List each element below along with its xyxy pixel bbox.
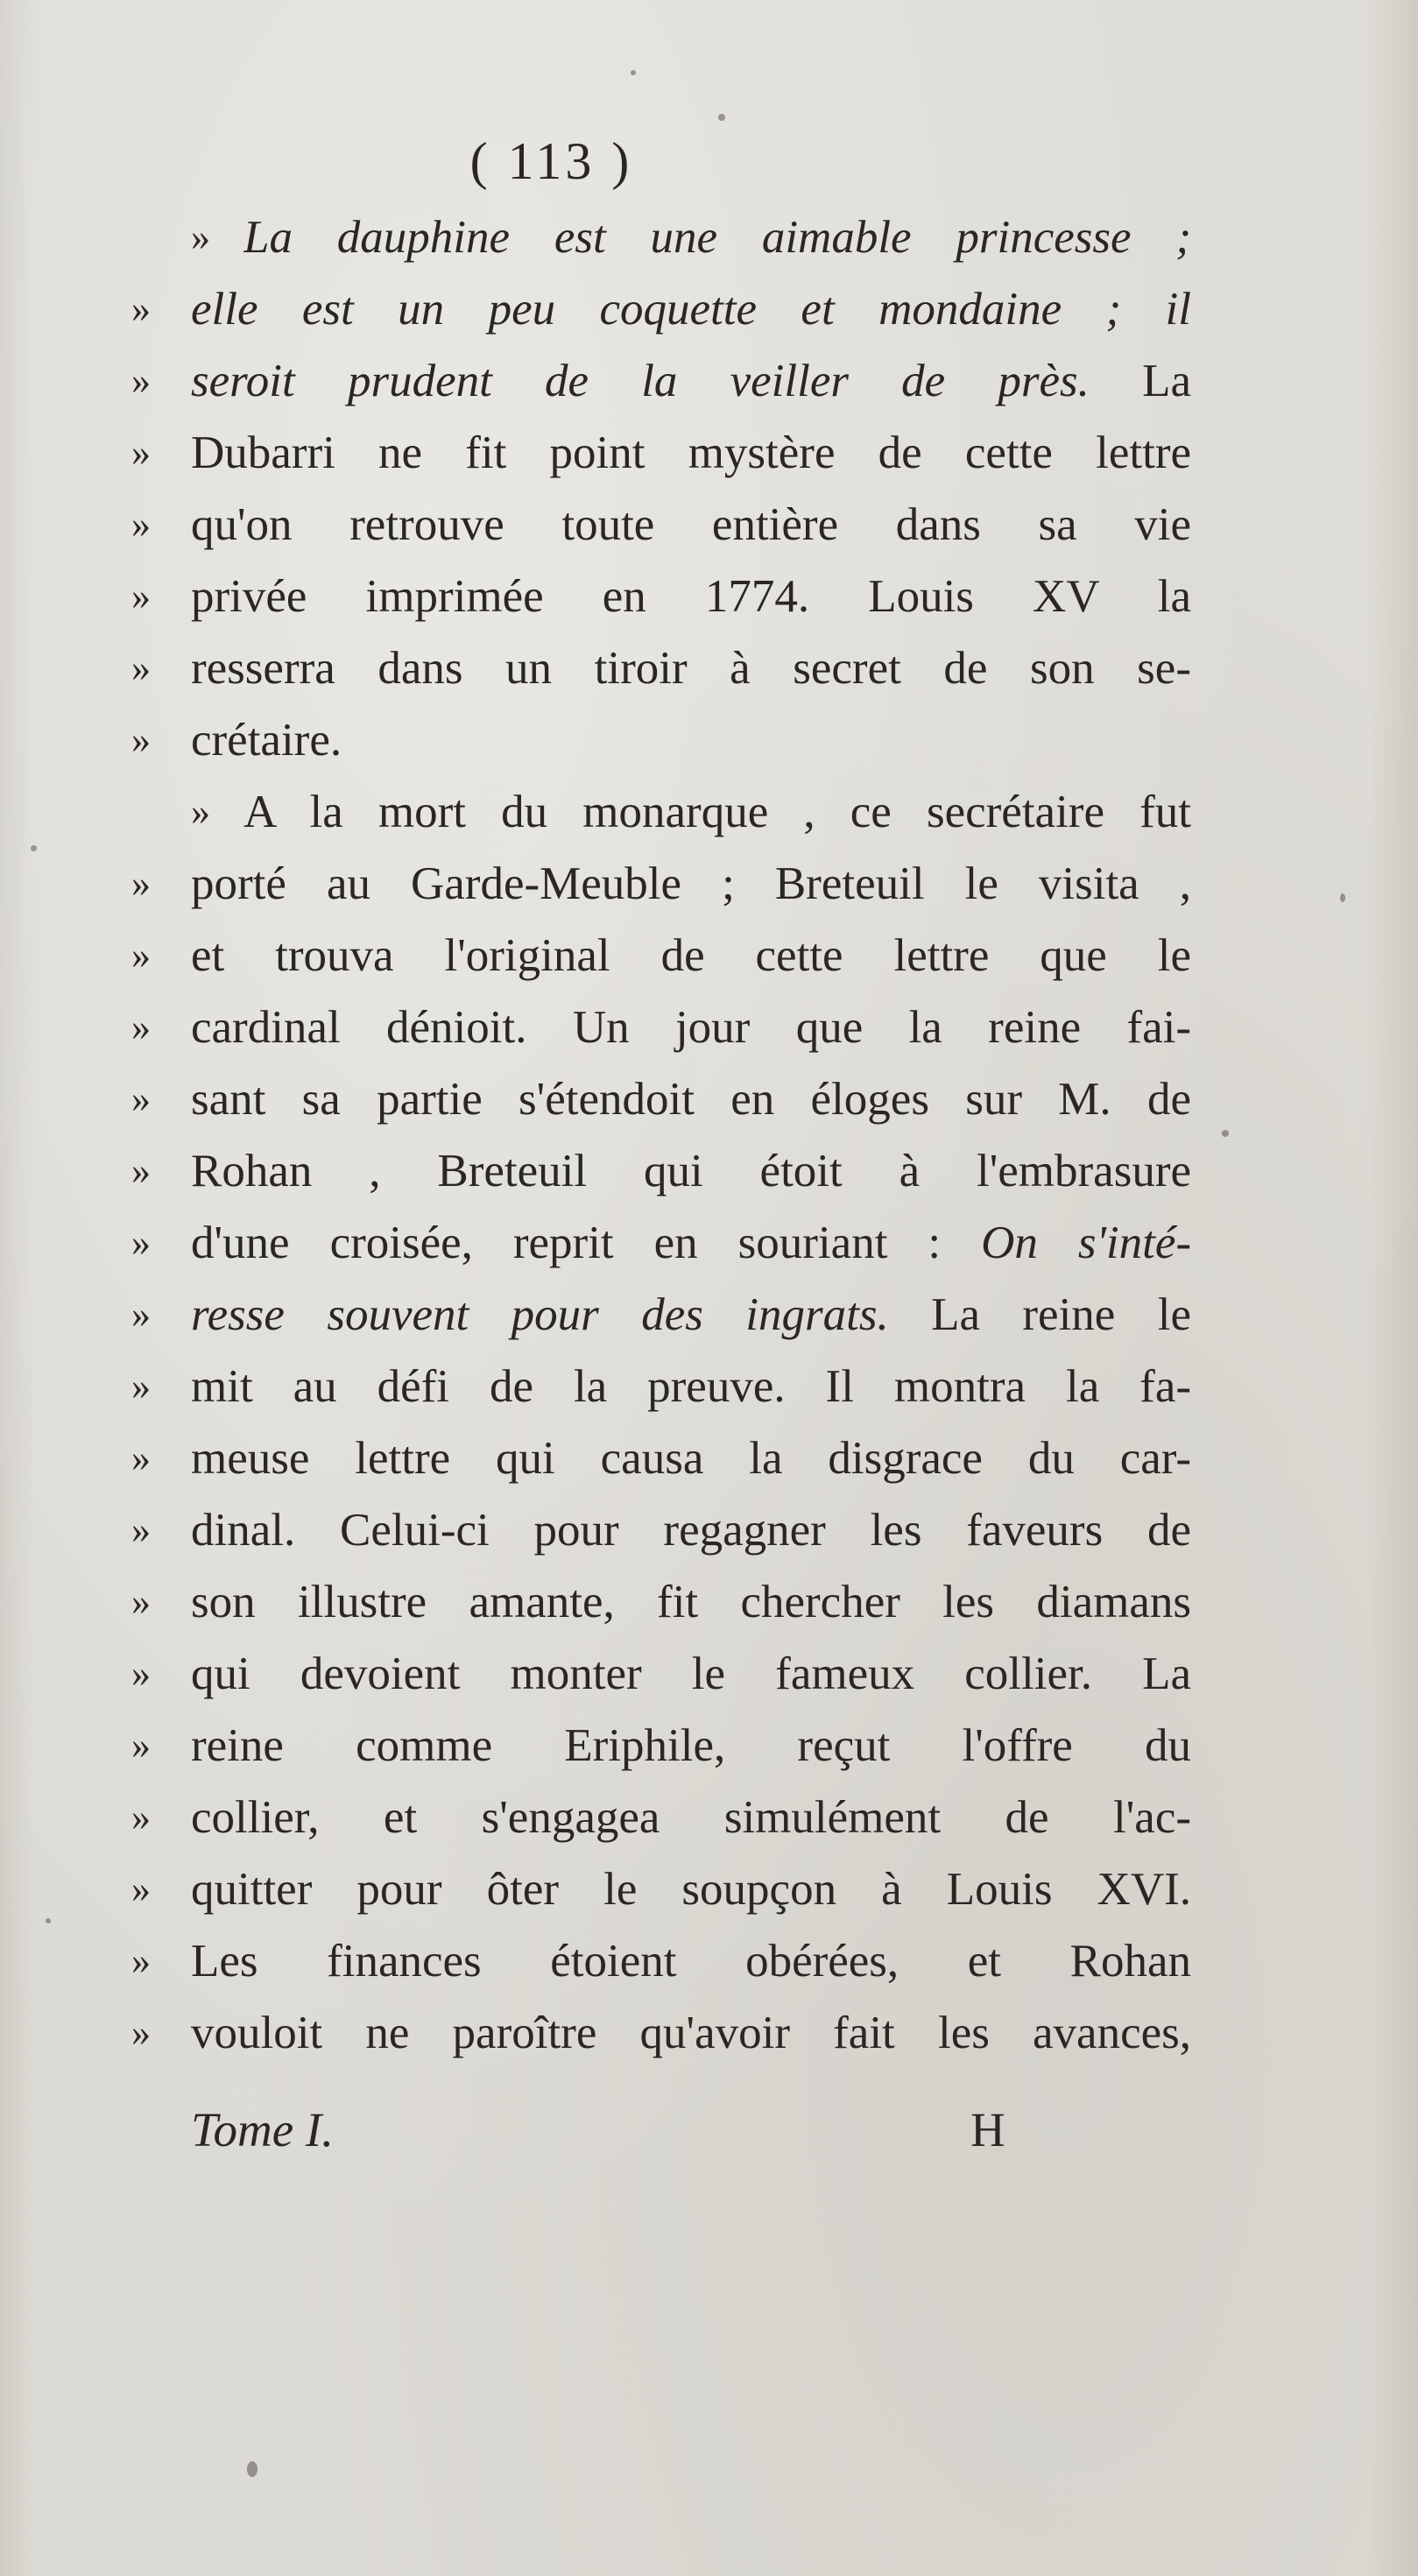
line-text (191, 345, 1191, 417)
line-text (191, 1351, 1191, 1422)
quote-mark: » (131, 575, 151, 618)
line-text (191, 632, 1191, 704)
quote-mark: » (131, 431, 151, 474)
line-text (191, 489, 1191, 561)
text-line (131, 273, 1191, 345)
text-line (131, 1925, 1191, 1997)
quote-mark: » (131, 646, 151, 689)
quote-mark: » (131, 1293, 151, 1336)
quote-mark: » (131, 1365, 151, 1408)
quote-mark: » (191, 790, 210, 833)
italic-segment: seroit prudent de la veiller de près. (191, 356, 1090, 406)
text-line (131, 1997, 1191, 2069)
line-text (243, 776, 1191, 848)
line-text (191, 1063, 1191, 1135)
quote-mark: » (131, 1724, 151, 1767)
text-line (131, 920, 1191, 992)
quote-mark: » (131, 1580, 151, 1623)
text-segment: resserra dans un tiroir à secret de son se- (191, 643, 1191, 694)
italic-segment: On s'inté- (981, 1217, 1191, 1268)
text-segment: crétaire. (191, 715, 342, 766)
text-line (131, 1638, 1191, 1710)
volume-label: Tome I. (191, 2103, 334, 2156)
text-line (131, 1351, 1191, 1422)
line-text (191, 1422, 1191, 1494)
text-line (131, 704, 1191, 776)
paper-speck (247, 2461, 257, 2477)
text-segment: meuse lettre qui causa la disgrace du car- (191, 1433, 1191, 1484)
quote-mark: » (131, 1508, 151, 1551)
paper-speck (1340, 893, 1345, 902)
signature-mark: H (970, 2103, 1005, 2156)
quote-mark: » (131, 1652, 151, 1695)
text-segment: son illustre amante, fit chercher les diamans (191, 1577, 1191, 1627)
italic-segment: La dauphine est une aimable princesse ; (243, 212, 1191, 263)
quote-mark: » (131, 287, 151, 330)
quote-mark: » (131, 862, 151, 905)
line-text (191, 1925, 1191, 1997)
text-line (131, 1207, 1191, 1279)
text-line (131, 1279, 1191, 1351)
line-text (191, 1494, 1191, 1566)
page-number: ( 113 ) (469, 132, 633, 190)
text-segment: collier, et s'engagea simulément de l'ac- (191, 1792, 1191, 1843)
paper-speck (631, 70, 636, 75)
paper-speck (718, 114, 725, 121)
quote-mark: » (131, 503, 151, 546)
text-line (131, 1135, 1191, 1207)
text-line (131, 1494, 1191, 1566)
quote-mark: » (131, 1006, 151, 1048)
quote-mark: » (131, 1221, 151, 1264)
text-segment: cardinal dénioit. Un jour que la reine fai- (191, 1002, 1191, 1053)
line-text (191, 273, 1191, 345)
line-text (191, 1853, 1191, 1925)
text-segment: Les finances étoient obérées, et Rohan (191, 1936, 1191, 1987)
text-segment: et trouva l'original de cette lettre que le (191, 930, 1191, 981)
text-segment: Dubarri ne fit point mystère de cette lettre (191, 427, 1191, 478)
text-segment: mit au défi de la preuve. Il montra la fa- (191, 1361, 1191, 1412)
quote-mark: » (131, 359, 151, 402)
text-line (131, 1422, 1191, 1494)
quote-mark: » (131, 934, 151, 977)
quote-mark: » (131, 1939, 151, 1982)
line-text (191, 920, 1191, 992)
text-segment: porté au Garde-Meuble ; Breteuil le visita , (191, 858, 1191, 909)
text-line (131, 1853, 1191, 1925)
line-text (191, 1997, 1191, 2069)
line-text (191, 1638, 1191, 1710)
quote-mark: » (131, 2011, 151, 2054)
text-line (131, 201, 1191, 273)
line-text (191, 1710, 1191, 1782)
text-segment: A la mort du monarque , ce secrétaire fut (243, 787, 1191, 837)
quote-mark: » (131, 1077, 151, 1120)
text-segment: Rohan , Breteuil qui étoit à l'embrasure (191, 1146, 1191, 1196)
text-segment: qu'on retrouve toute entière dans sa vie (191, 499, 1191, 550)
text-line (131, 848, 1191, 920)
text-line (131, 1063, 1191, 1135)
text-body (131, 201, 1191, 2069)
italic-segment: elle est un peu coquette et mondaine ; il (191, 284, 1191, 335)
line-text (191, 992, 1191, 1063)
text-line (131, 489, 1191, 561)
text-line (131, 1782, 1191, 1853)
text-line (131, 417, 1191, 489)
italic-segment: resse souvent pour des ingrats. (191, 1289, 889, 1340)
paper-speck (46, 1918, 51, 1923)
paper-speck (1222, 1130, 1229, 1137)
text-line (131, 1710, 1191, 1782)
text-segment: sant sa partie s'étendoit en éloges sur M. de (191, 1074, 1191, 1125)
text-segment: La reine le (888, 1289, 1191, 1340)
text-segment: dinal. Celui-ci pour regagner les faveurs de (191, 1505, 1191, 1556)
text-segment: La (1089, 356, 1191, 406)
text-line (131, 561, 1191, 632)
quote-mark: » (131, 1796, 151, 1838)
text-line (131, 992, 1191, 1063)
quote-mark: » (131, 1149, 151, 1192)
line-text (191, 1782, 1191, 1853)
line-text (191, 704, 1191, 776)
text-segment: reine comme Eriphile, reçut l'offre du (191, 1720, 1191, 1771)
text-line (131, 1566, 1191, 1638)
line-text (191, 1135, 1191, 1207)
text-line (131, 776, 1191, 848)
line-text (243, 201, 1191, 273)
line-text (191, 417, 1191, 489)
text-segment: privée imprimée en 1774. Louis XV la (191, 571, 1191, 622)
text-segment: quitter pour ôter le soupçon à Louis XVI. (191, 1864, 1191, 1915)
quote-mark: » (191, 215, 210, 258)
line-text (191, 561, 1191, 632)
text-line (131, 632, 1191, 704)
line-text (191, 1207, 1191, 1279)
text-segment: d'une croisée, reprit en souriant : (191, 1217, 982, 1268)
line-text (191, 1279, 1191, 1351)
page-footer (191, 2102, 1067, 2181)
quote-mark: » (131, 1436, 151, 1479)
line-text (191, 848, 1191, 920)
text-segment: qui devoient monter le fameux collier. La (191, 1648, 1191, 1699)
quote-mark: » (131, 718, 151, 761)
quote-mark: » (131, 1867, 151, 1910)
text-line (131, 345, 1191, 417)
line-text (191, 1566, 1191, 1638)
text-segment: vouloit ne paroître qu'avoir fait les avances, (191, 2008, 1191, 2058)
paper-speck (31, 845, 37, 851)
